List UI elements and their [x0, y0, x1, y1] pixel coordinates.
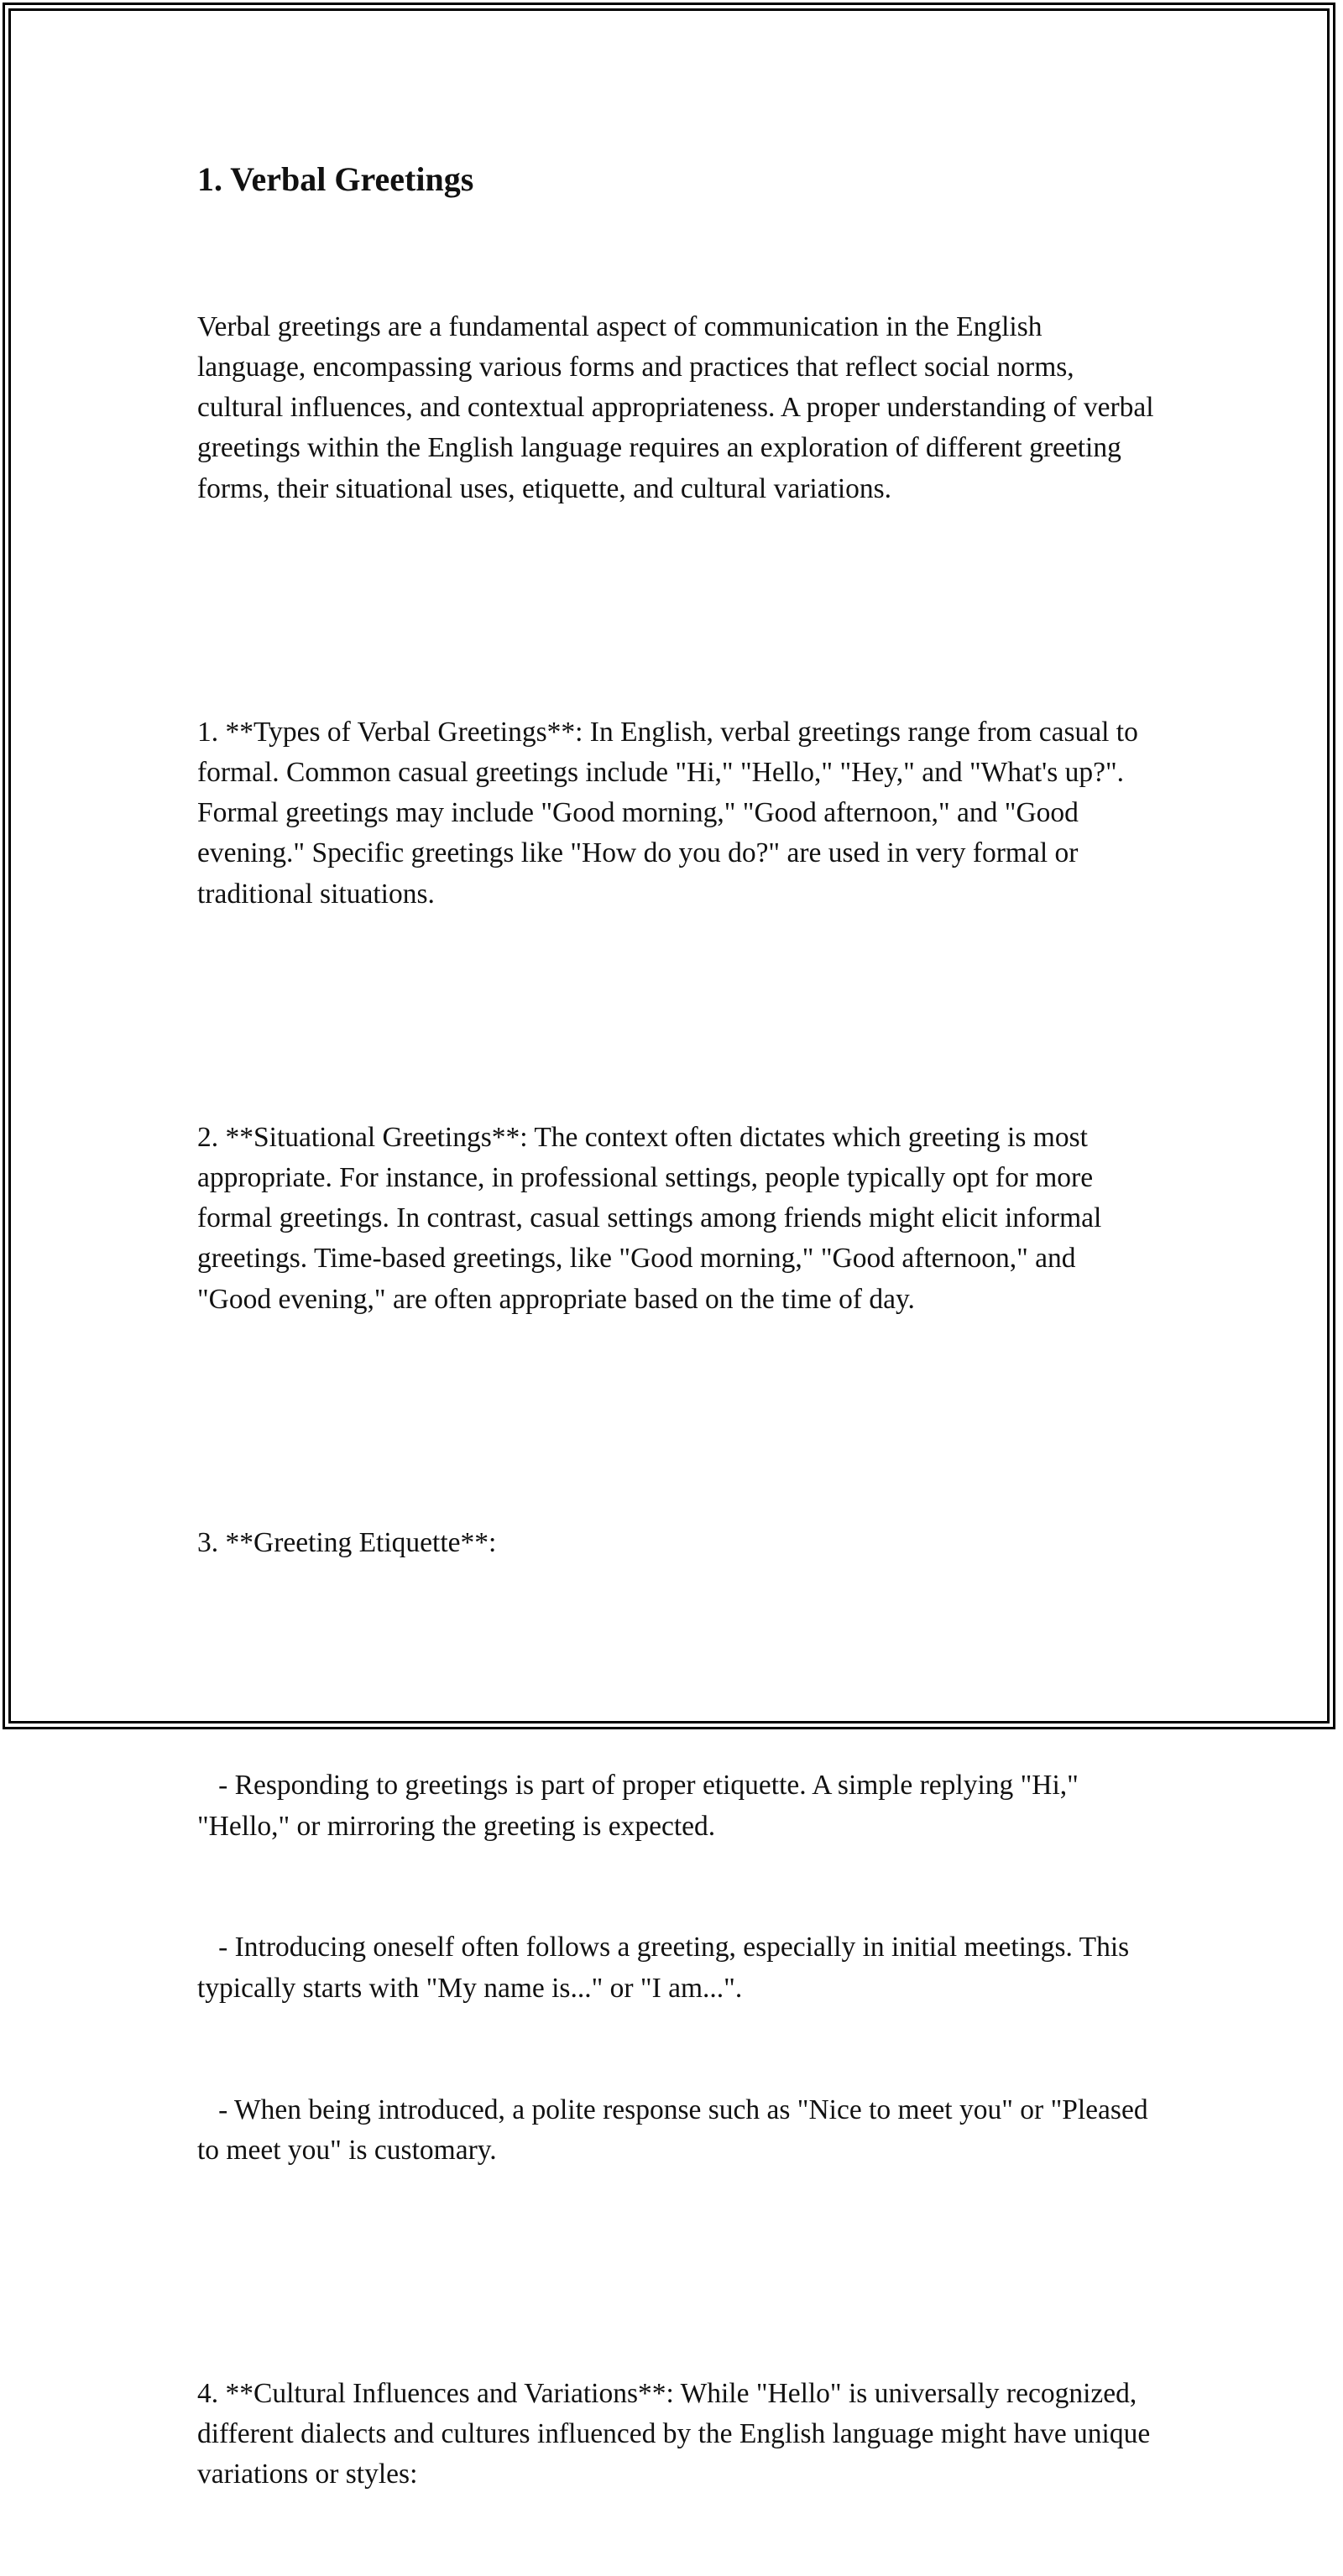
paragraph-spacer [197, 591, 1154, 631]
list-item-types: 1. **Types of Verbal Greetings**: In English, verbal greetings range from casual to formal. Common casual greetings include "Hi," "Hello," "Hey," and "What's up?". Formal greetings may include "Good morning," "Good afternoon," and "Good evening." Specific greetings like "How do you do?" are used in very formal or traditional situations. [197, 716, 1146, 910]
section-text [197, 226, 1161, 2576]
paragraph-spacer [197, 1644, 1154, 1684]
intro-paragraph: Verbal greetings are a fundamental aspect of communication in the English language, encompassing various forms and practices that reflect social norms, cultural influences, and contextual appropriateness. A proper understanding of verbal greetings within the English language requires an exploration of different greeting forms, their situational uses, etiquette, and cultural variations. [197, 310, 1161, 504]
paragraph-spacer [197, 996, 1154, 1036]
list-item-situational: 2. **Situational Greetings**: The context often dictates which greeting is most appropriate. For instance, in professional settings, people typically opt for more formal greetings. In contrast, casual settings among friends might elicit informal greetings. Time-based greetings, like "Good morning," "Good afternoon," and "Good evening," are often appropriate based on the time of day. [197, 1121, 1109, 1315]
bullet-responding: - Responding to greetings is part of proper etiquette. A simple replying "Hi," "Hello," or mirroring the greeting is expected. [197, 1770, 1086, 1842]
bullet-introducing: - Introducing oneself often follows a greeting, especially in initial meetings. This typically starts with "My name is..." or "I am...". [197, 1932, 1137, 2004]
section-heading: 1. Verbal Greetings [197, 160, 474, 198]
paragraph-spacer [197, 2252, 1154, 2292]
document-body [197, 155, 1161, 2576]
list-item-cultural: 4. **Cultural Influences and Variations**: While "Hello" is universally recognized, different dialects and cultures influenced by the English language might have unique variations or styles: [197, 2377, 1157, 2490]
paragraph-spacer [197, 1401, 1154, 1442]
bullet-being-introduced: - When being introduced, a polite response such as "Nice to meet you" or "Pleased to meet you" is customary. [197, 2094, 1155, 2166]
list-item-etiquette: 3. **Greeting Etiquette**: [197, 1526, 497, 1558]
